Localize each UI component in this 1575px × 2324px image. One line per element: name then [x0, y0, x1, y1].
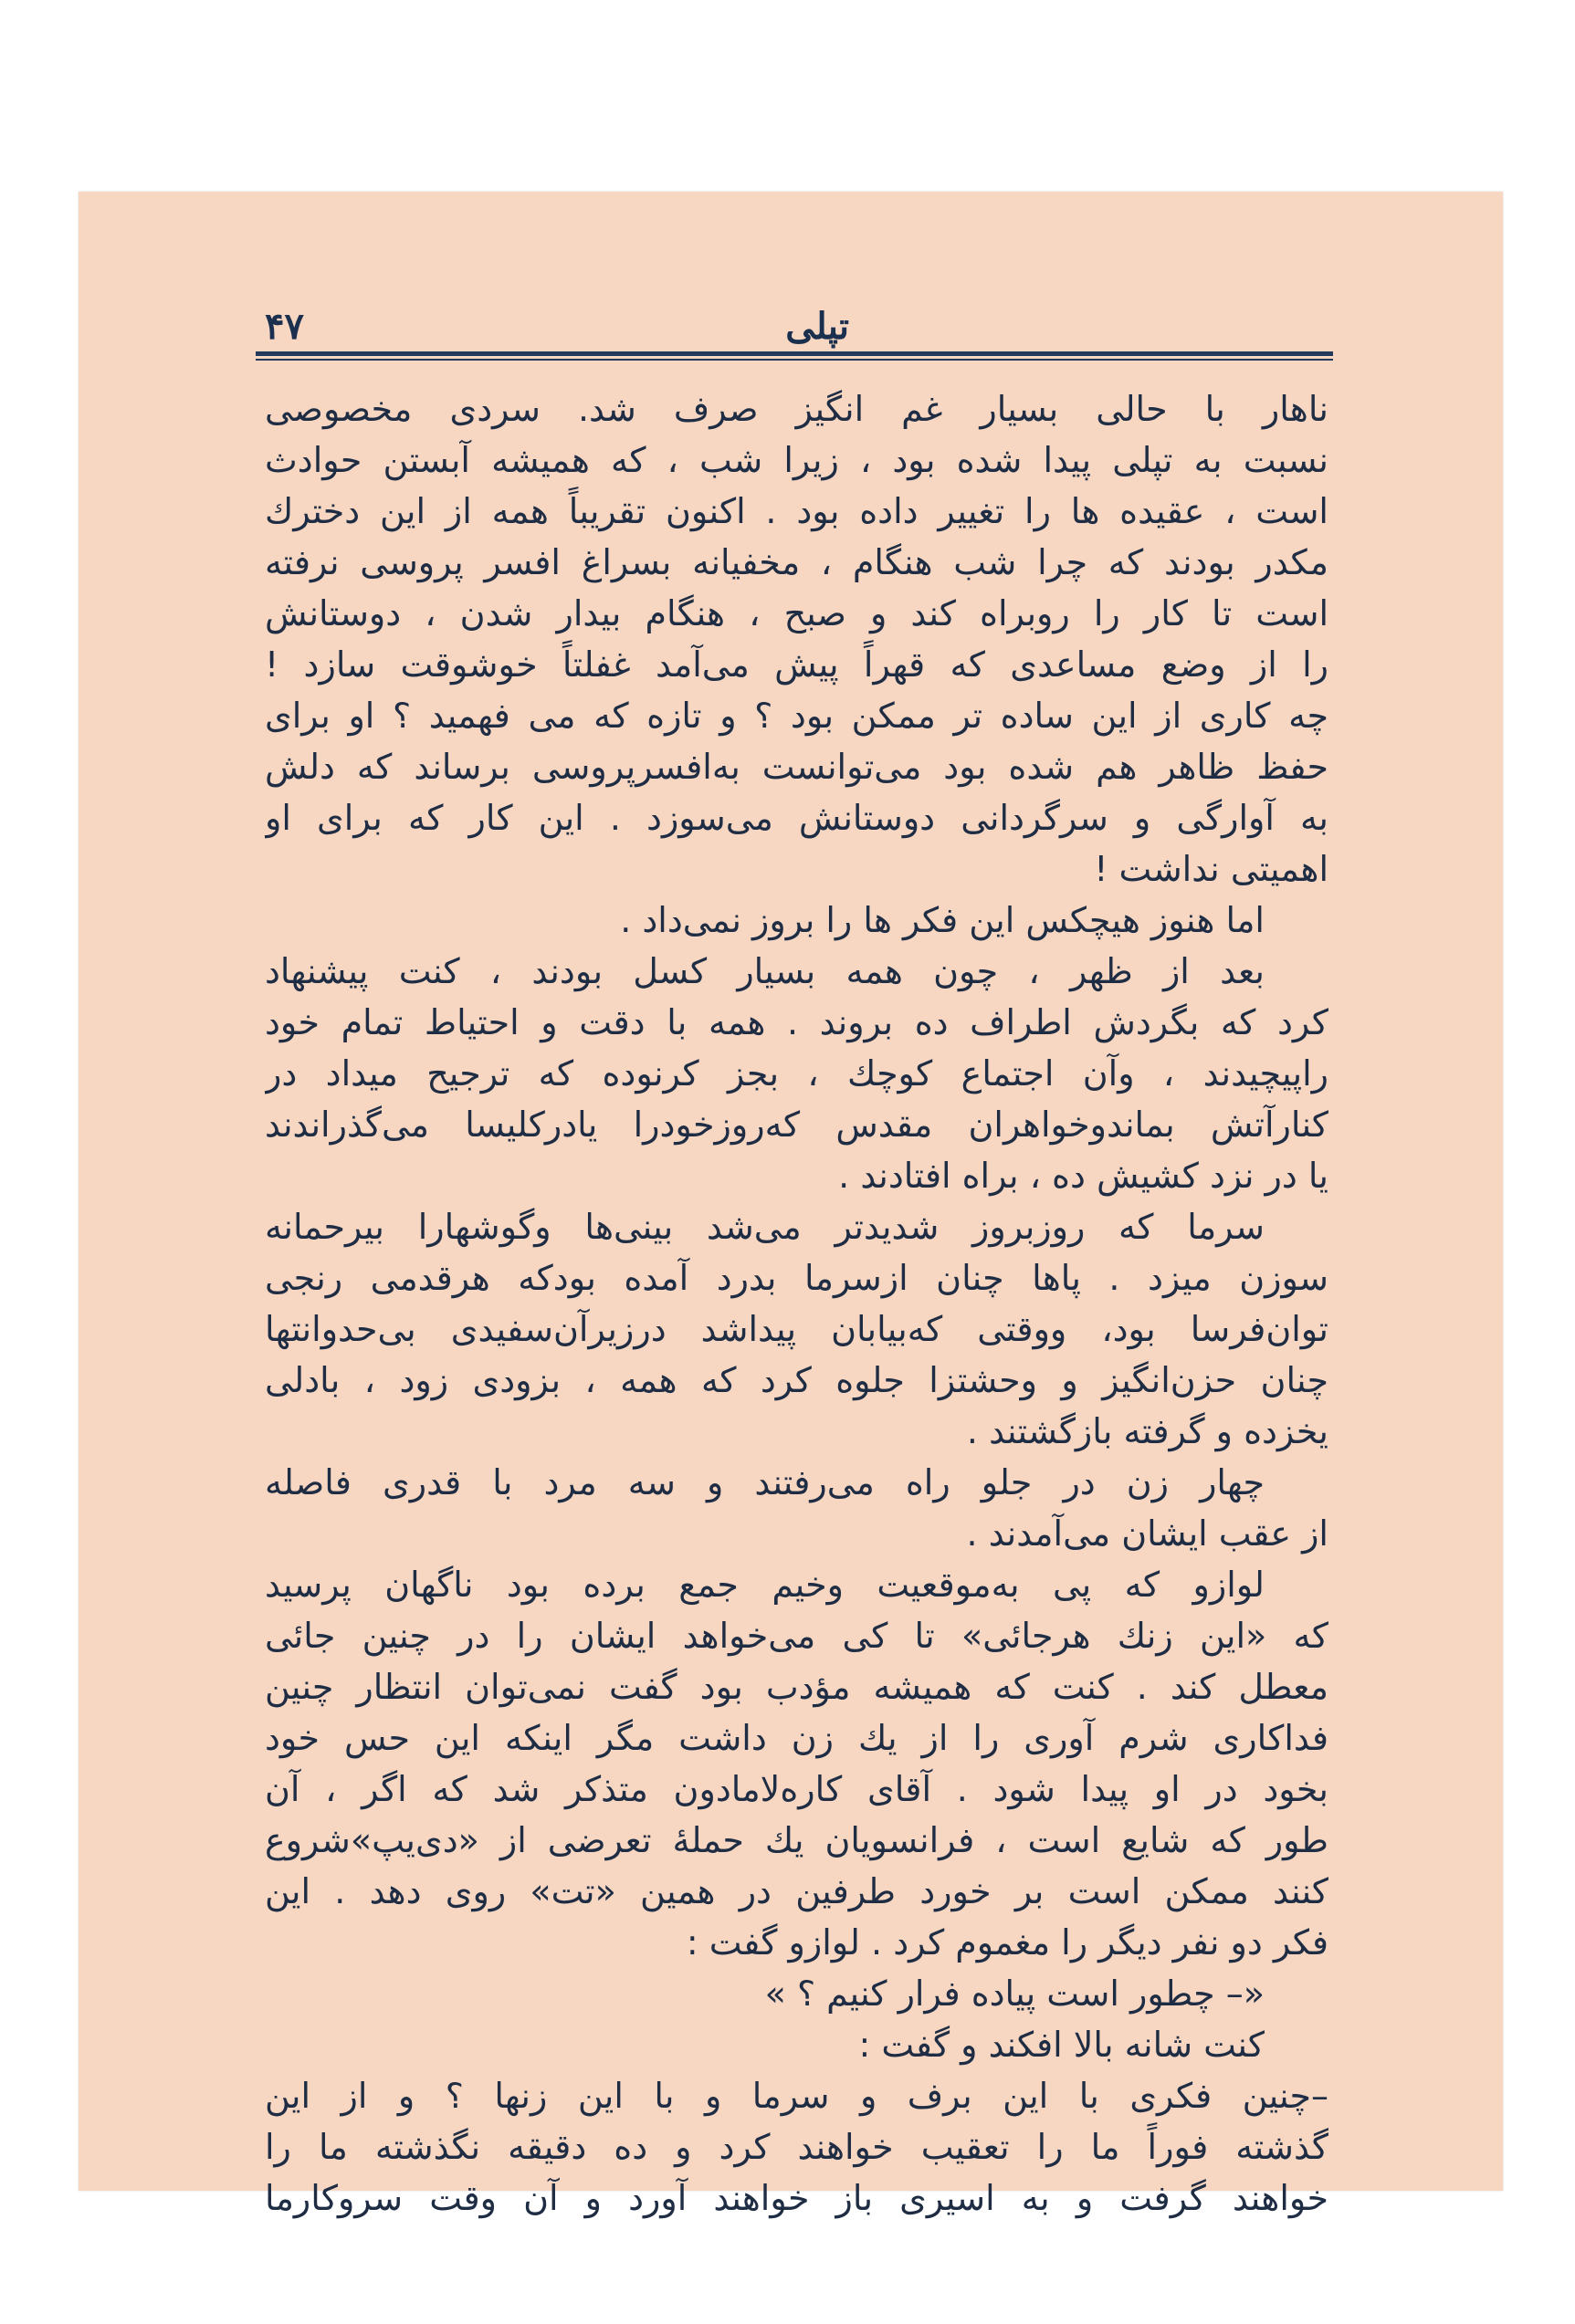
text-line: کنت شانه بالا افکند و گفت : [858, 2025, 1265, 2065]
text-line: یخزده و گرفته بازگشتند . [966, 1411, 1328, 1451]
text-line: معطل کند . کنت که همیشه مؤدب بود گفت نمی‌توان انتظار چنین [265, 1667, 1328, 1707]
text-line: فکر دو نفر دیگر را مغموم کرد . لوازو گفت : [686, 1922, 1328, 1963]
text-line: از عقب ایشان می‌آمدند . [966, 1513, 1328, 1554]
text-line: اما هنوز هیچکس این فکر ها را بروز نمی‌داد . [620, 900, 1265, 940]
text-line: راپیچیدند ، وآن اجتماع کوچك ، بجز کرنوده که ترجیح میداد در [265, 1053, 1328, 1094]
text-line: کرد که بگردش اطراف ده بروند . همه با دقت و احتیاط تمام خود [265, 1002, 1328, 1042]
text-line: حفظ ظاهر هم شده بود می‌توانست به‌افسرپروسی برساند که دلش [265, 747, 1328, 787]
text-line: به آوارگی و سرگردانی دوستانش می‌سوزد . این کار که برای او [265, 798, 1328, 838]
header-title: تپلی [785, 305, 849, 348]
text-line: بعد از ظهر ، چون همه بسیار کسل بودند ، کنت پیشنهاد [265, 951, 1265, 991]
text-line: کنند ممکن است بر خورد طرفین در همین «تت» روی دهد . این [265, 1871, 1328, 1911]
text-line: سوزن میزد . پاها چنان ازسرما بدرد آمده بودکه هرقدمی رنجی [265, 1258, 1328, 1298]
header-rule-thick [256, 351, 1333, 356]
text-line: چهار زن در جلو راه می‌رفتند و سه مرد با قدری فاصله [265, 1462, 1265, 1502]
text-line: چنان حزن‌انگیز و وحشتزا جلوه کرد که همه ، بزودی زود ، بادلی [265, 1360, 1328, 1400]
text-line: فداکاری شرم آوری را از یك زن داشت مگر اینکه این حس خود [265, 1718, 1328, 1758]
text-line: طور که شایع است ، فرانسویان یك حملهٔ تعرضی از «دی‌یپ»شروع [265, 1820, 1328, 1860]
text-line: است تا کار را روبراه کند و صبح ، هنگام بیدار شدن ، دوستانش [265, 593, 1328, 633]
text-line: اهمیتی نداشت ! [1094, 849, 1328, 889]
text-line: –چنین فکری با این برف و سرما و با این زنها ؟ و از این [265, 2076, 1328, 2116]
text-line: سرما که روزبروز شدیدتر می‌شد بینی‌ها وگوشهارا بیرحمانه [265, 1207, 1265, 1247]
text-line: کنارآتش بماندوخواهران مقدس که‌روزخودرا یادرکلیسا می‌گذراندند [265, 1104, 1328, 1145]
text-line: را از وضع مساعدی که قهراً پیش می‌آمد غفلتاً خوشوقت سازد ! [265, 644, 1328, 685]
text-line: «– چطور است پیاده فرار کنیم ؟ » [764, 1973, 1265, 2014]
text-line: یا در نزد کشیش ده ، براه افتادند . [838, 1156, 1328, 1196]
text-line: بخود در او پیدا شود . آقای کاره‌لامادون متذکر شد که اگر ، آن [265, 1769, 1328, 1809]
page-number: ۴۷ [265, 305, 304, 348]
text-line: ناهار با حالی بسیار غم انگیز صرف شد. سردی مخصوصی [265, 389, 1328, 429]
text-line: که «این زنك هرجائی» تا کی می‌خواهد ایشان را در چنین جائی [265, 1616, 1328, 1656]
text-line: چه کاری از این ساده تر ممکن بود ؟ و تازه که می فهمید ؟ او برای [265, 696, 1328, 736]
text-line: نسبت به تپلی پیدا شده بود ، زیرا شب ، که همیشه آبستن حوادث [265, 440, 1328, 480]
text-line: خواهند گرفت و به اسیری باز خواهند آورد و آن وقت سروکارما [265, 2178, 1328, 2218]
text-line: توان‌فرسا بود، ووقتی که‌بیابان پیداشد درزیرآن‌سفیدی بی‌حدوانتها [265, 1309, 1328, 1349]
body-text [265, 383, 1328, 2224]
text-line: است ، عقیده ها را تغییر داده بود . اکنون تقریباً همه از این دخترك [265, 491, 1328, 531]
text-line: لوازو که پی به‌موقعیت وخیم جمع برده بود ناگهان پرسید [265, 1565, 1265, 1605]
text-line: مکدر بودند که چرا شب هنگام ، مخفیانه بسراغ افسر پروسی نرفته [265, 542, 1328, 582]
running-header [265, 305, 1333, 356]
header-rule-thin [256, 359, 1333, 361]
text-line: گذشته فوراً ما را تعقیب خواهند کرد و ده دقیقه نگذشته ما را [265, 2127, 1328, 2167]
